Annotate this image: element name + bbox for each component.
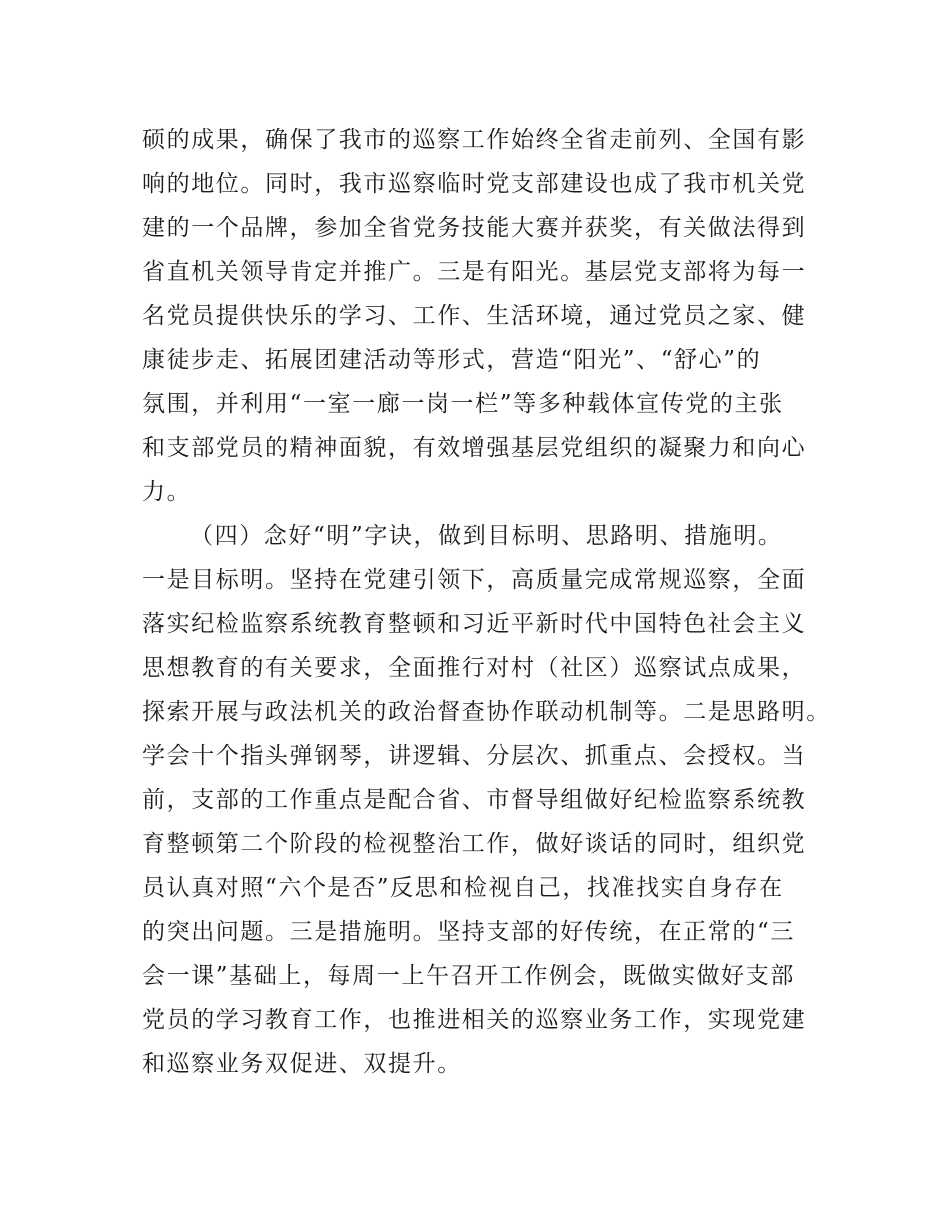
- text-line: 省直机关领导肯定并推广。三是有阳光。基层党支部将为每一: [142, 259, 807, 285]
- text-line: 硕的成果，确保了我市的巡察工作始终全省走前列、全国有影: [142, 127, 807, 153]
- text-line: 思想教育的有关要求，全面推行对村（社区）巡察试点成果，: [142, 655, 807, 681]
- text-line: 会一课”基础上，每周一上午召开工作例会，既做实做好支部: [142, 963, 795, 989]
- text-line: 和支部党员的精神面貌，有效增强基层党组织的凝聚力和向心: [142, 435, 807, 461]
- text-line: （四）念好“明”字诀，做到目标明、思路明、措施明。: [190, 523, 783, 549]
- text-line: 探索开展与政法机关的政治督查协作联动机制等。二是思路明。: [142, 699, 831, 725]
- text-line: 学会十个指头弹钢琴，讲逻辑、分层次、抓重点、会授权。当: [142, 743, 807, 769]
- text-line: 党员的学习教育工作，也推进相关的巡察业务工作，实现党建: [142, 1007, 807, 1033]
- text-line: 前，支部的工作重点是配合省、市督导组做好纪检监察系统教: [142, 787, 807, 813]
- text-line: 氛围，并利用“一室一廊一岗一栏”等多种载体宣传党的主张: [142, 391, 784, 417]
- text-line: 的突出问题。三是措施明。坚持支部的好传统，在正常的“三: [142, 919, 795, 945]
- text-line: 康徒步走、拓展团建活动等形式，营造“阳光”、“舒心”的: [142, 347, 762, 373]
- text-line: 和巡察业务双促进、双提升。: [142, 1051, 462, 1077]
- text-line: 响的地位。同时，我市巡察临时党支部建设也成了我市机关党: [142, 171, 807, 197]
- text-line: 员认真对照“六个是否”反思和检视自己，找准找实自身存在: [142, 875, 784, 901]
- text-line: 落实纪检监察系统教育整顿和习近平新时代中国特色社会主义: [142, 611, 807, 637]
- text-line: 一是目标明。坚持在党建引领下，高质量完成常规巡察，全面: [142, 567, 807, 593]
- text-line: 名党员提供快乐的学习、工作、生活环境，通过党员之家、健: [142, 303, 807, 329]
- text-line: 建的一个品牌，参加全省党务技能大赛并获奖，有关做法得到: [142, 215, 807, 241]
- text-line: 力。: [142, 479, 192, 505]
- text-line: 育整顿第二个阶段的检视整治工作，做好谈话的同时，组织党: [142, 831, 807, 857]
